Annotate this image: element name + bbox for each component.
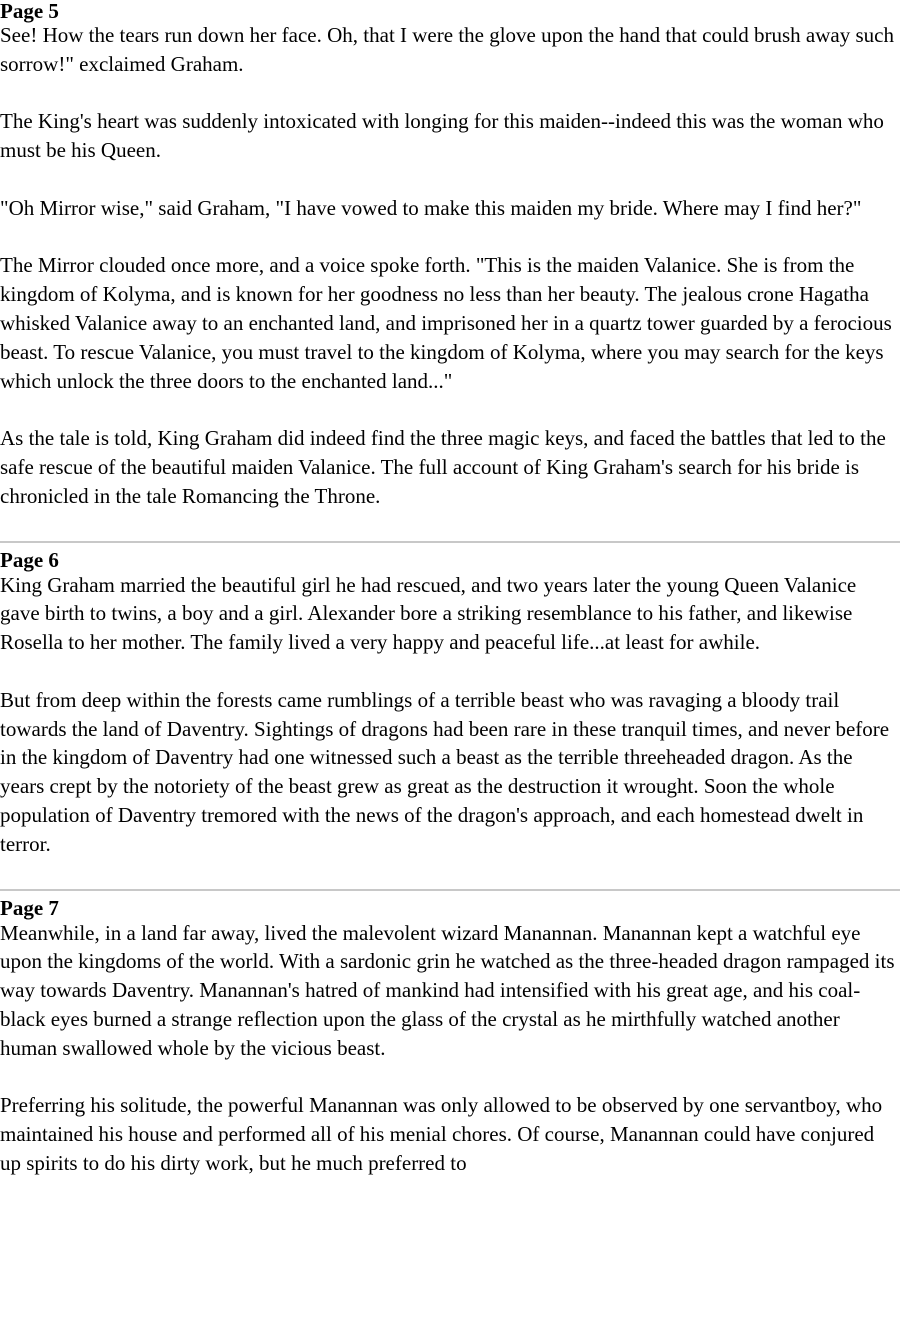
page-5-section <box>0 0 900 511</box>
paragraph: King Graham married the beautiful girl he had rescued, and two years later the young Queen Valanice gave birth to twins, a boy and a girl. Alexander bore a striking resemblance to his father, and likewise Rosella to her mother. The family lived a very happy and peaceful life...at least for awhile. <box>0 572 857 655</box>
page-6-section <box>0 543 900 859</box>
paragraph: The King's heart was suddenly intoxicated with longing for this maiden--indeed this was the woman who must be his Queen. <box>0 109 884 163</box>
paragraph: The Mirror clouded once more, and a voice spoke forth. "This is the maiden Valanice. She is from the kingdom of Kolyma, and is known for her goodness no less than her beauty. The jealous crone Hagatha whisked Valanice away to an enchanted land, and imprisoned her in a quartz tower guarded by a ferocious beast. To rescue Valanice, you must travel to the kingdom of Kolyma, where you may search for the keys which unlock the three doors to the enchanted land..." <box>0 253 892 393</box>
page-heading: Page 5 <box>0 0 59 23</box>
page-body <box>0 571 900 859</box>
page-heading: Page 7 <box>0 895 59 920</box>
page-body <box>0 919 900 1178</box>
paragraph: As the tale is told, King Graham did indeed find the three magic keys, and faced the battles that led to the safe rescue of the beautiful maiden Valanice. The full account of King Graham's search for his bride is chronicled in the tale Romancing the Throne. <box>0 426 886 508</box>
paragraph: Meanwhile, in a land far away, lived the malevolent wizard Manannan. Manannan kept a watchful eye upon the kingdoms of the world. With a sardonic grin he watched as the three-headed dragon rampaged its way towards Daventry. Manannan's hatred of mankind had intensified with his great age, and his coal-black eyes burned a strange reflection upon the glass of the crystal as he mirthfully watched another human swallowed whole by the vicious beast. <box>0 920 895 1060</box>
page-body <box>0 21 900 511</box>
page-heading: Page 6 <box>0 547 59 572</box>
paragraph: See! How the tears run down her face. Oh, that I were the glove upon the hand that could brush away such sorrow!" exclaimed Graham. <box>0 23 894 76</box>
page-7-section <box>0 891 900 1178</box>
paragraph: Preferring his solitude, the powerful Manannan was only allowed to be observed by one servantboy, who maintained his house and performed all of his menial chores. Of course, Manannan could have conjured up spirits to do his dirty work, but he much preferred to <box>0 1093 883 1175</box>
paragraph: But from deep within the forests came rumblings of a terrible beast who was ravaging a bloody trail towards the land of Daventry. Sightings of dragons had been rare in these tranquil times, and never before in the kingdom of Daventry had one witnessed such a beast as the terrible threeheaded dragon. As the years crept by the notoriety of the beast grew as great as the destruction it wrought. Soon the whole population of Daventry tremored with the news of the dragon's approach, and each homestead dwelt in terror. <box>0 687 890 856</box>
paragraph: "Oh Mirror wise," said Graham, "I have vowed to make this maiden my bride. Where may I find her?" <box>0 195 862 220</box>
